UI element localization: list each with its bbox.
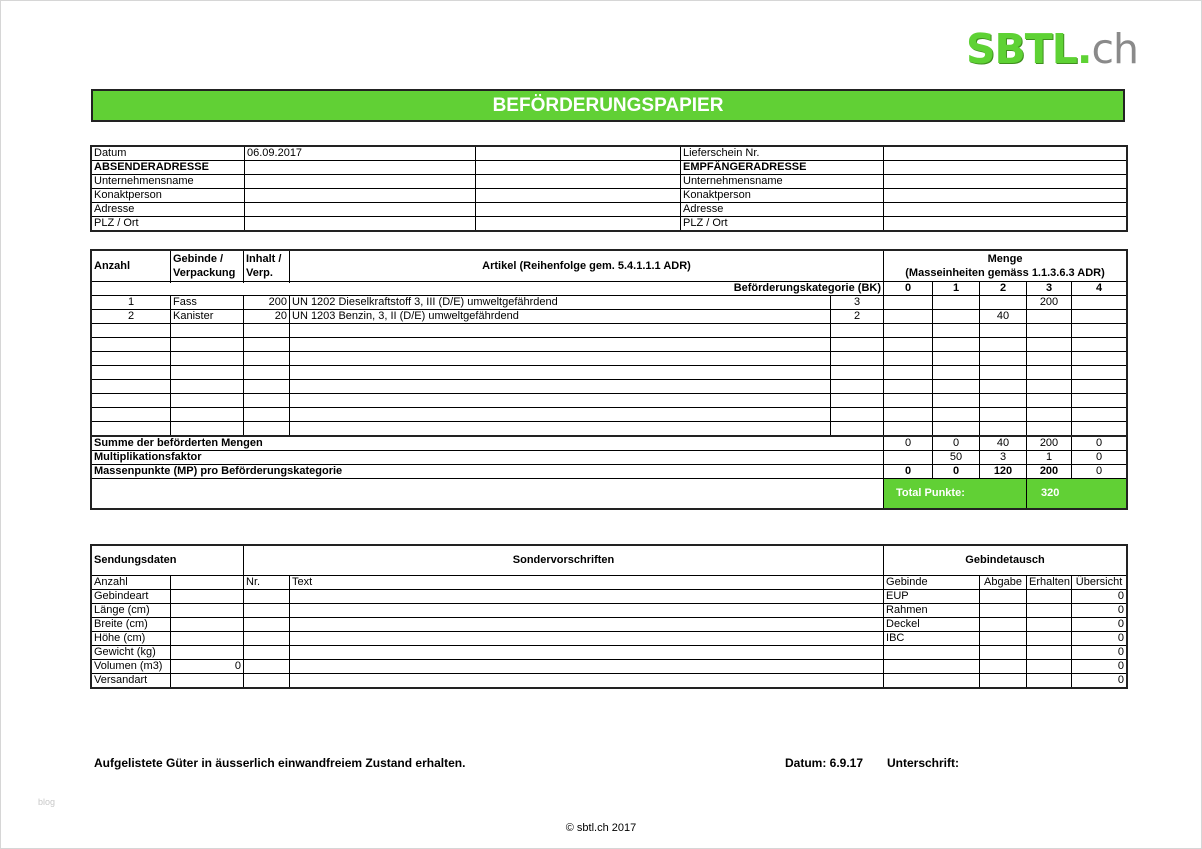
col-anzahl: Anzahl [92,251,171,282]
statement: Aufgelistete Güter in äusserlich einwandfreiem Zustand erhalten. [94,756,466,770]
datum-value[interactable]: 06.09.2017 [245,147,476,161]
signature-label: Unterschrift: [887,756,960,770]
shipment-row [92,674,1127,688]
gebindetausch-col-header: Erhalten [1027,576,1072,590]
empty-row [92,366,1127,380]
absender-label: ABSENDERADRESSE [92,161,245,175]
bk-label: Beförderungskategorie (BK) [92,282,884,296]
gebinde-label [884,646,980,660]
uebersicht-value: 0 [1072,632,1127,646]
gebinde-label [884,674,980,688]
table-row: 2 Kanister 20 UN 1203 Benzin, 3, II (D/E) umweltgefährdend 2 40 [92,310,1127,324]
col-inhalt: Inhalt / Verp. [244,251,290,282]
sendung-row-label: Gebindeart [92,590,171,604]
sendung-row-label: Volumen (m3) [92,660,171,674]
col-gebinde: Gebinde / Verpackung [171,251,244,282]
gebindetausch-label: Gebindetausch [884,546,1127,576]
mp-label: Massenpunkte (MP) pro Beförderungskategorie [92,465,884,479]
mp-value: 200 [1027,465,1072,479]
gebinde-label: Rahmen [884,604,980,618]
absender-row-label: PLZ / Ort [92,217,245,231]
footer-datum: Datum: 6.9.17 [785,756,864,770]
shipment-row [92,632,1127,646]
bk-col: 1 [933,282,980,296]
lieferschein-label: Lieferschein Nr. [681,147,884,161]
empfaenger-row-label: Unternehmensname [681,175,884,189]
uebersicht-value: 0 [1072,660,1127,674]
absender-row-label: Konaktperson [92,189,245,203]
empty-row [92,338,1127,352]
bk-col: 0 [884,282,933,296]
gebinde-label: Deckel [884,618,980,632]
datum-label: Datum [92,147,245,161]
watermark: blog [38,797,56,807]
sendung-row-label: Gewicht (kg) [92,646,171,660]
gebinde-label [884,660,980,674]
table-row: 1 Fass 200 UN 1202 Dieselkraftstoff 3, III (D/E) umweltgefährdend 3 200 [92,296,1127,310]
col-menge: Menge (Masseinheiten gemäss 1.1.3.6.3 ADR) [884,251,1127,282]
summe-value: 200 [1027,436,1072,451]
sbtl-logo: SBTL.ch [966,25,1138,73]
shipment-table [91,545,1127,688]
bk-col: 3 [1027,282,1072,296]
items-table [91,250,1127,509]
empty-row [92,324,1127,338]
bk-col: 4 [1072,282,1127,296]
col-artikel: Artikel (Reihenfolge gem. 5.4.1.1.1 ADR) [290,251,884,282]
uebersicht-value: 0 [1072,618,1127,632]
empty-row [92,408,1127,422]
empty-row [92,380,1127,394]
empty-row [92,422,1127,437]
absender-row-label: Adresse [92,203,245,217]
shipment-row [92,646,1127,660]
uebersicht-value: 0 [1072,604,1127,618]
gebinde-label: EUP [884,590,980,604]
mult-value: 3 [980,451,1027,465]
absender-row-label: Unternehmensname [92,175,245,189]
sendung-row-label: Breite (cm) [92,618,171,632]
gebindetausch-col-header: Abgabe [980,576,1027,590]
sendung-row-label: Höhe (cm) [92,632,171,646]
uebersicht-value: 0 [1072,674,1127,688]
empty-row [92,394,1127,408]
sonder-nr-header: Nr. [244,576,290,590]
mp-value: 0 [884,465,933,479]
summe-value: 0 [884,436,933,451]
summe-label: Summe der beförderten Mengen [92,436,884,451]
gebinde-label: IBC [884,632,980,646]
mp-value: 120 [980,465,1027,479]
mult-value: 1 [1027,451,1072,465]
shipment-row [92,590,1127,604]
sonder-label: Sondervorschriften [244,546,884,576]
empfaenger-row-label: PLZ / Ort [681,217,884,231]
summe-value: 40 [980,436,1027,451]
sendung-row-label: Anzahl [92,576,171,590]
shipment-row [92,618,1127,632]
mp-value: 0 [933,465,980,479]
sendung-label: Sendungsdaten [92,546,244,576]
copyright: © sbtl.ch 2017 [565,822,637,834]
summe-value: 0 [1072,436,1127,451]
gebindetausch-col-header: Gebinde [884,576,980,590]
sendung-row-label: Länge (cm) [92,604,171,618]
empfaenger-row-label: Adresse [681,203,884,217]
uebersicht-value: 0 [1072,646,1127,660]
gebindetausch-col-header: Übersicht [1072,576,1127,590]
page-title: BEFÖRDERUNGSPAPIER [91,89,1125,122]
total-value: 320 [1027,479,1127,509]
mult-value: 50 [933,451,980,465]
shipment-row [92,604,1127,618]
shipment-row [92,576,1127,590]
bk-col: 2 [980,282,1027,296]
address-table [91,146,1127,231]
mp-value: 0 [1072,465,1127,479]
uebersicht-value: 0 [1072,590,1127,604]
mult-label: Multiplikationsfaktor [92,451,884,465]
empty-row [92,352,1127,366]
sendung-row-label: Versandart [92,674,171,688]
empfaenger-row-label: Konaktperson [681,189,884,203]
sonder-text-header: Text [290,576,884,590]
summe-value: 0 [933,436,980,451]
mult-value [884,451,933,465]
mult-value: 0 [1072,451,1127,465]
total-label: Total Punkte: [884,479,1027,509]
empfaenger-label: EMPFÄNGERADRESSE [681,161,884,175]
shipment-row: Volumen (m3) 0 0 [92,660,1127,674]
